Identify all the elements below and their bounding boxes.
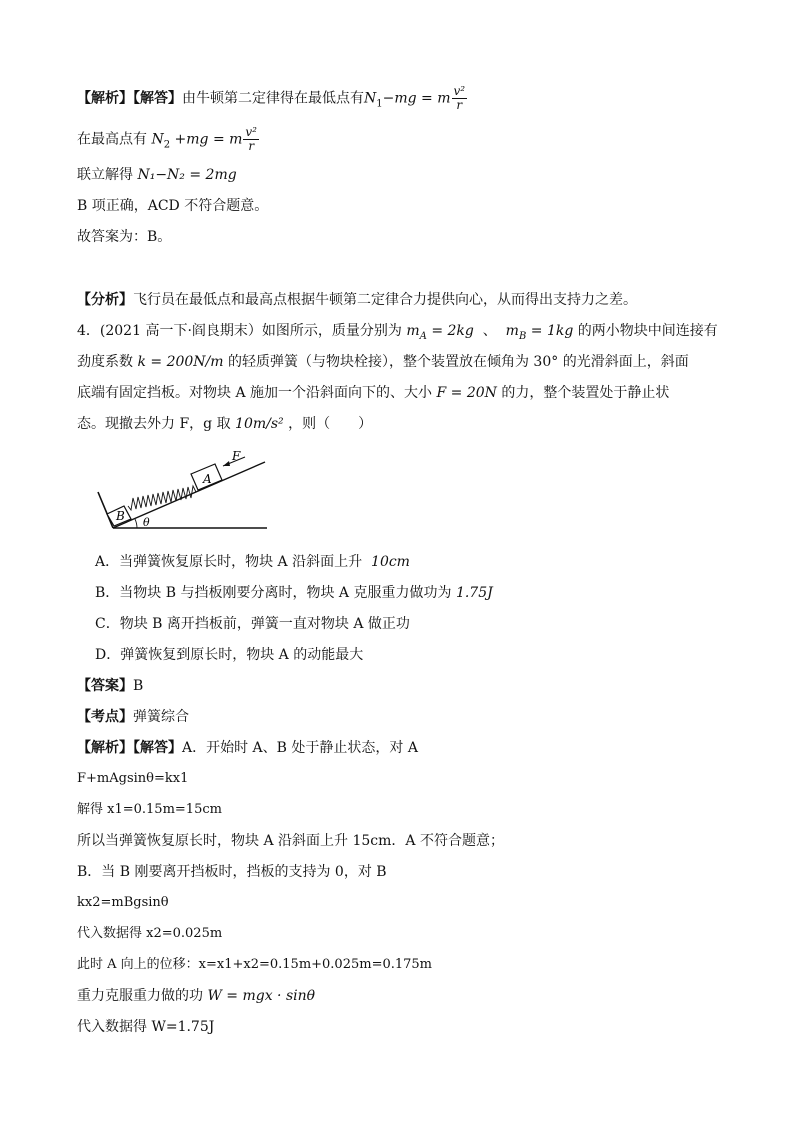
text: ，则（ ） <box>288 416 373 432</box>
analysis-tag: 【分析】 <box>77 292 133 308</box>
solution-line: B．当 B 刚要离开挡板时，挡板的支持为 0，对 B <box>77 864 387 880</box>
option-a <box>95 552 410 572</box>
spring-constant: k = 200N/m <box>137 354 224 370</box>
math-mid: −mg = m <box>382 90 451 107</box>
answer-tag: 【答案】 <box>77 678 133 694</box>
label-b: B <box>116 509 125 523</box>
incline-line <box>113 462 265 528</box>
solution-line-1 <box>77 85 468 114</box>
option-b <box>95 583 493 603</box>
mass-a: $m_A = 2kg$ <box>406 323 474 342</box>
label-f: F <box>232 449 241 463</box>
text: 的两小物块中间连接有 <box>577 323 718 339</box>
math-sub: 2 <box>163 139 171 151</box>
work-equation: W = mgx · sinθ <box>207 988 316 1004</box>
text: 的轻质弹簧（与物块栓接），整个装置放在倾角为 30° 的光滑斜面上，斜面 <box>227 354 689 370</box>
solution-text: A．开始时 A、B 处于静止状态，对 A <box>182 740 418 756</box>
solution-line: 所以当弹簧恢复原长时，物块 A 沿斜面上升 15cm．A 不符合题意； <box>77 833 504 849</box>
equation: N₁−N₂ = 2mg <box>137 167 237 183</box>
text: 底端有固定挡板。对物块 A 施加一个沿斜面向下的、大小 <box>77 385 433 401</box>
equation-line: 代入数据得 x2=0.025m <box>77 926 223 941</box>
analysis-text: 飞行员在最低点和最高点根据牛顿第二定律合力提供向心，从而得出支持力之差。 <box>133 292 637 308</box>
text: 4．(2021 高一下·阎良期末）如图所示，质量分别为 <box>77 323 402 339</box>
frac-den: r <box>248 139 255 153</box>
option-c <box>95 614 410 634</box>
baffle <box>98 492 113 528</box>
gravity-value: 10m/s² <box>235 416 284 432</box>
incline-figure <box>95 440 275 535</box>
equation-line: F+mAgsinθ=kx1 <box>77 771 189 786</box>
answer-value: B <box>133 678 144 694</box>
solution-line <box>77 738 418 758</box>
text: 劲度系数 <box>77 354 133 370</box>
solution-line-3 <box>77 165 237 185</box>
force-value: F = 20N <box>436 385 497 401</box>
label-a: A <box>203 472 212 486</box>
solution-line-4: B 项正确，ACD 不符合题意。 <box>77 198 269 214</box>
text: 态。现撤去外力 F，g 取 <box>77 416 231 432</box>
solution-line-5: 故答案为：B。 <box>77 229 172 245</box>
solution-text: 重力克服重力做的功 <box>77 988 203 1004</box>
question-line-4 <box>77 414 372 434</box>
solution-line <box>77 986 315 1006</box>
question-line-2 <box>77 352 689 372</box>
kaodian-value: 弹簧综合 <box>133 709 189 725</box>
angle-arc <box>135 519 137 528</box>
analysis-tags: 【解析】【解答】 <box>77 90 182 107</box>
fraction <box>452 85 468 112</box>
option-text: D．弹簧恢复到原长时，物块 A 的动能最大 <box>95 647 364 663</box>
option-value: 1.75J <box>455 585 493 601</box>
question-line-1 <box>77 321 718 347</box>
equation-line: 解得 x1=0.15m=15cm <box>77 802 222 817</box>
equation-line: 此时 A 向上的位移：x=x1+x2=0.15m+0.025m=0.175m <box>77 957 433 972</box>
frac-num: v² <box>453 84 466 98</box>
kaodian-line <box>77 707 189 727</box>
analysis-line <box>77 290 637 310</box>
text: 联立解得 <box>77 167 133 183</box>
math-mid: +mg = m <box>170 131 243 148</box>
option-text: A．当弹簧恢复原长时，物块 A 沿斜面上升 <box>95 554 363 570</box>
question-line-3 <box>77 383 669 403</box>
force-arrowhead <box>223 461 230 466</box>
solution-tags: 【解析】【解答】 <box>77 740 182 756</box>
option-text: C．物块 B 离开挡板前，弹簧一直对物块 A 做正功 <box>95 616 410 632</box>
answer-line <box>77 676 143 696</box>
math-n: N <box>364 90 377 107</box>
solution-line-2 <box>77 126 260 155</box>
kaodian-tag: 【考点】 <box>77 709 133 725</box>
fraction <box>243 126 259 153</box>
frac-num: v² <box>245 125 257 139</box>
text: 的力，整个装置处于静止状 <box>501 385 670 401</box>
math-n: N <box>151 131 164 148</box>
option-text: B．当物块 B 与挡板刚要分离时，物块 A 克服重力做功为 <box>95 585 452 601</box>
text: 由牛顿第二定律得在最低点有 <box>182 90 364 107</box>
label-theta: θ <box>143 516 150 529</box>
option-d <box>95 645 363 665</box>
mass-b: $m_B = 1kg$ <box>505 323 574 342</box>
separator: 、 <box>482 323 497 339</box>
option-value: 10cm <box>371 554 410 570</box>
math-sub: 1 <box>376 98 383 110</box>
equation-line: kx2=mBgsinθ <box>77 895 169 910</box>
frac-den: r <box>456 98 463 112</box>
solution-line: 代入数据得 W=1.75J <box>77 1019 215 1035</box>
text: 在最高点有 <box>77 131 147 148</box>
